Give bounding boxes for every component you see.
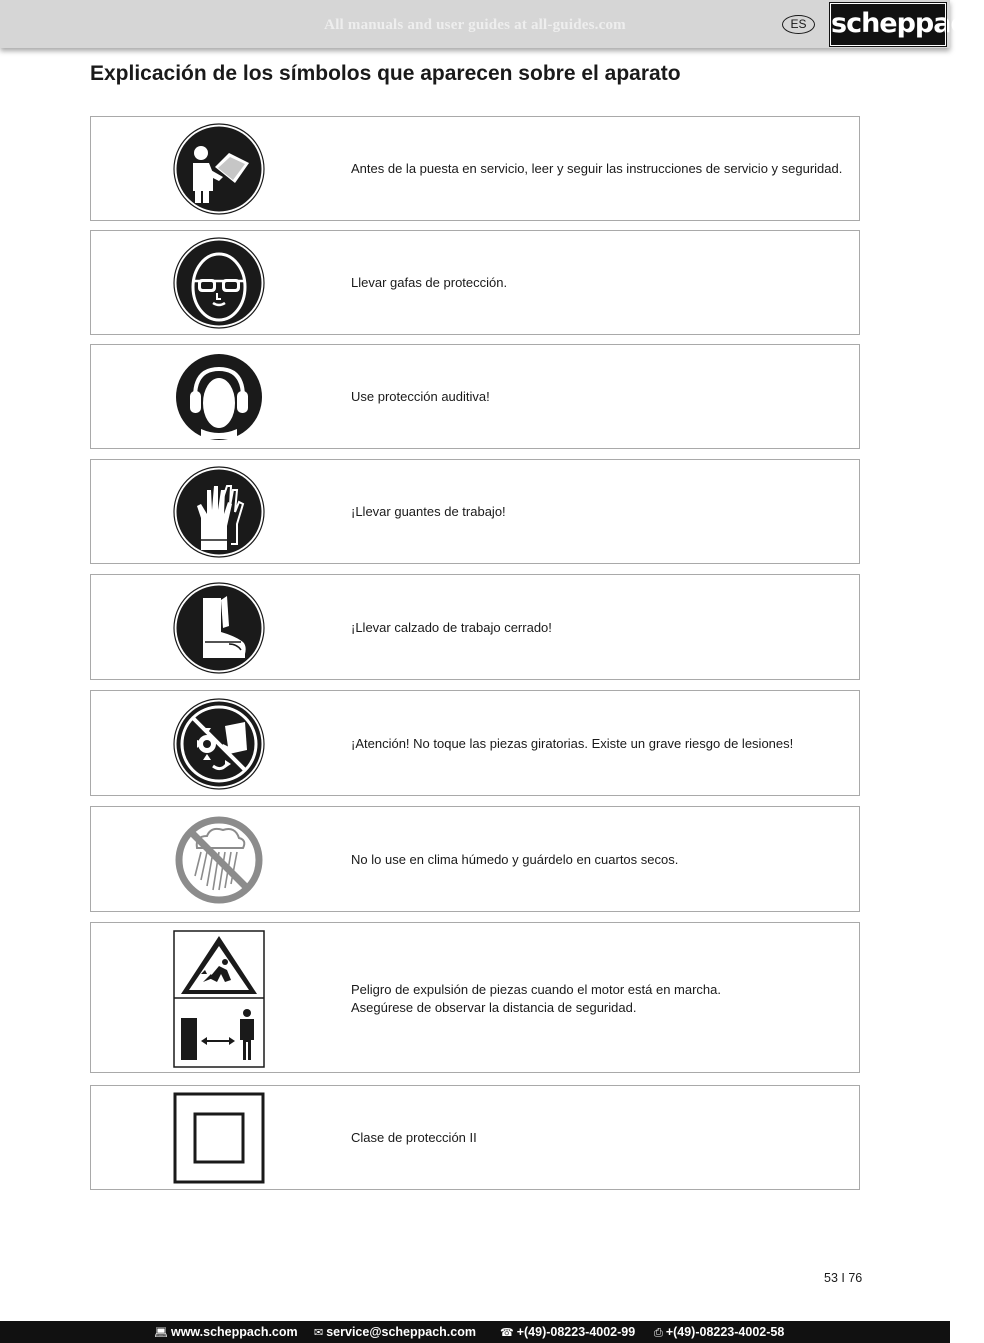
email-link[interactable]: service@scheppach.com bbox=[326, 1325, 476, 1339]
symbol-description-line: Llevar gafas de protección. bbox=[351, 275, 508, 290]
phone-icon: ☎ bbox=[500, 1326, 514, 1339]
symbol-row-no-rain bbox=[90, 806, 860, 912]
symbol-row-safety-boots bbox=[90, 574, 860, 680]
symbol-description-line: Peligro de expulsión de piezas cuando el motor está en marcha. bbox=[351, 982, 721, 997]
footer-website[interactable] bbox=[154, 1324, 298, 1341]
safety-boots-icon bbox=[173, 582, 265, 674]
gloves-icon bbox=[173, 466, 265, 558]
symbol-description-line: ¡Atención! No toque las piezas giratorias. Existe un grave riesgo de lesiones! bbox=[351, 736, 794, 751]
symbol-description-line: ¡Llevar calzado de trabajo cerrado! bbox=[351, 620, 552, 635]
language-badge: ES bbox=[782, 15, 815, 34]
page-number: 53 I 76 bbox=[824, 1271, 863, 1285]
read-manual-icon bbox=[173, 123, 265, 215]
footer-phone bbox=[500, 1324, 635, 1341]
symbol-description-line: No lo use en clima húmedo y guárdelo en cuartos secos. bbox=[351, 852, 679, 867]
ear-protection-icon bbox=[173, 351, 265, 443]
envelope-icon: ✉ bbox=[314, 1326, 324, 1339]
symbol-description bbox=[351, 274, 507, 292]
fax-number: +(49)-08223-4002-58 bbox=[665, 1325, 785, 1339]
symbol-description bbox=[351, 160, 842, 178]
symbol-description-line: Use protección auditiva! bbox=[351, 389, 490, 404]
symbol-row-safety-goggles bbox=[90, 230, 860, 335]
computer-icon: 💻︎ bbox=[154, 1326, 168, 1339]
brand-logo: scheppach bbox=[830, 3, 946, 46]
page-title: Explicación de los símbolos que aparecen sobre el aparato bbox=[90, 62, 681, 85]
symbol-description-line: Antes de la puesta en servicio, leer y seguir las instrucciones de servicio y seguridad. bbox=[351, 161, 843, 176]
footer-bar bbox=[0, 1321, 950, 1343]
phone-number: +(49)-08223-4002-99 bbox=[516, 1325, 636, 1339]
symbol-description bbox=[351, 851, 678, 869]
symbol-description bbox=[351, 503, 506, 521]
symbol-row-rotating-parts bbox=[90, 690, 860, 796]
symbol-description-line: Clase de protección II bbox=[351, 1130, 477, 1145]
website-link[interactable]: www.scheppach.com bbox=[170, 1325, 298, 1339]
symbol-description-line: ¡Llevar guantes de trabajo! bbox=[351, 504, 506, 519]
symbol-row-protection-class-ii bbox=[90, 1085, 860, 1190]
fax-icon: ⎙ bbox=[654, 1326, 663, 1339]
symbol-row-ejection-distance bbox=[90, 922, 860, 1073]
symbol-description bbox=[351, 981, 721, 1017]
symbol-row-gloves bbox=[90, 459, 860, 564]
watermark-text: All manuals and user guides at all-guides.com bbox=[324, 17, 626, 33]
symbol-description bbox=[351, 619, 552, 637]
footer-email[interactable] bbox=[314, 1324, 476, 1341]
safety-goggles-icon bbox=[173, 237, 265, 329]
symbol-description bbox=[351, 388, 490, 406]
symbol-description bbox=[351, 1129, 477, 1147]
symbol-row-ear-protection bbox=[90, 344, 860, 449]
ejection-distance-icon bbox=[173, 930, 265, 1068]
rotating-parts-icon bbox=[173, 698, 265, 790]
symbol-description-line: Asegúrese de observar la distancia de seguridad. bbox=[351, 1000, 637, 1015]
footer-fax bbox=[654, 1324, 784, 1341]
symbol-description bbox=[351, 735, 793, 753]
header-bar bbox=[0, 0, 984, 48]
protection-class-ii-icon bbox=[173, 1092, 265, 1184]
no-rain-icon bbox=[173, 814, 265, 906]
symbol-row-read-manual bbox=[90, 116, 860, 221]
